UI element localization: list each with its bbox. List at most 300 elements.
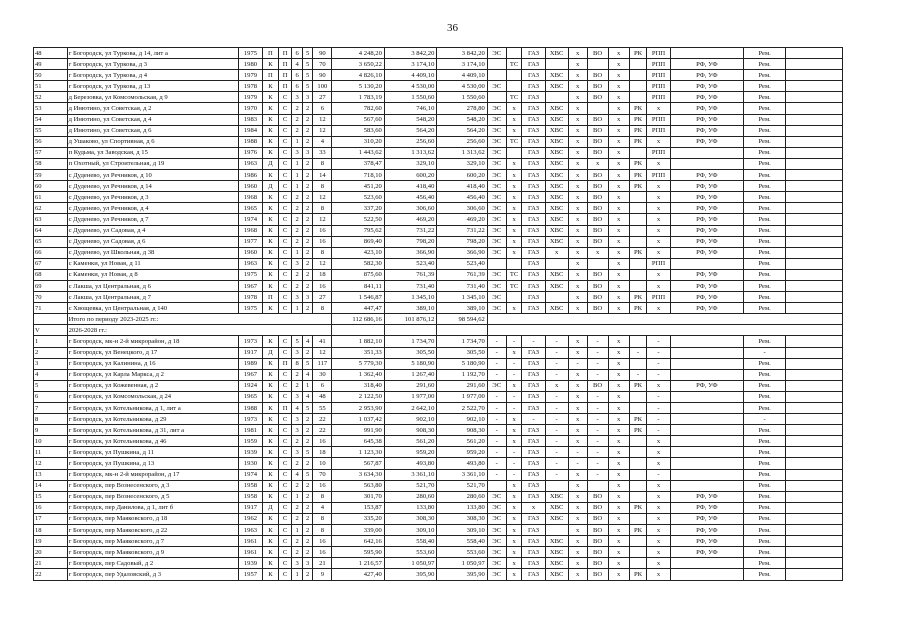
table-cell: 1 050,97 (384, 558, 437, 569)
table-cell: х (608, 236, 629, 247)
table-cell: 8 (313, 513, 332, 524)
table-cell: ГАЗ (522, 181, 545, 192)
table-cell: 3 174,10 (437, 59, 487, 70)
table-cell: РФ, УФ (670, 280, 744, 291)
table-cell: 51 (34, 81, 68, 92)
table-cell: 1958 (238, 480, 262, 491)
table-cell (670, 48, 744, 59)
table-cell: 306,60 (437, 203, 487, 214)
table-cell: 60 (34, 181, 68, 192)
table-cell: ХВС (545, 103, 568, 114)
table-cell: г Богородск, пер Маяковского, д 7 (67, 536, 238, 547)
table-row (34, 447, 843, 458)
table-cell (629, 536, 647, 547)
table-cell: РК (629, 380, 647, 391)
table-cell: х (608, 48, 629, 59)
table-cell: 16 (313, 236, 332, 247)
table-row (34, 280, 843, 291)
table-cell: 70 (313, 469, 332, 480)
table-cell: х (647, 158, 670, 169)
table-cell: 1 (292, 491, 303, 502)
table-cell: ЭС (487, 280, 506, 291)
table-row (34, 181, 843, 192)
table-cell: - (647, 469, 670, 480)
table-cell: х (506, 158, 522, 169)
table-cell: Рем. (744, 236, 786, 247)
table-cell (786, 403, 843, 414)
table-cell: х (568, 336, 587, 347)
table-cell (34, 314, 68, 325)
table-cell: С (278, 92, 292, 103)
table-cell (786, 458, 843, 469)
table-cell: РФ, УФ (670, 303, 744, 314)
table-cell: х (568, 59, 587, 70)
table-cell: с Хвощевка, ул Центральная, д 140 (67, 303, 238, 314)
table-cell: РК (629, 525, 647, 536)
table-cell: ЭС (487, 502, 506, 513)
table-cell: х (568, 48, 587, 59)
table-cell: ХВС (545, 147, 568, 158)
table-cell: 2 (302, 103, 313, 114)
table-cell: ТС (506, 269, 522, 280)
table-cell (786, 236, 843, 247)
table-cell: ГАЗ (522, 280, 545, 291)
table-cell: 1973 (238, 414, 262, 425)
table-cell: х (608, 447, 629, 458)
table-cell (786, 358, 843, 369)
table-cell: х (647, 280, 670, 291)
table-cell: - (545, 369, 568, 380)
table-cell: ХВС (545, 136, 568, 147)
table-cell: РФ, УФ (670, 547, 744, 558)
table-cell: х (608, 170, 629, 181)
table-cell: 523,40 (437, 258, 487, 269)
table-cell: 48 (34, 48, 68, 59)
table-cell: 308,30 (437, 513, 487, 524)
table-cell: - (647, 369, 670, 380)
table-cell: 2 (292, 513, 303, 524)
table-cell: 731,22 (384, 225, 437, 236)
table-cell: К (263, 170, 279, 181)
table-cell: 1988 (238, 403, 262, 414)
table-cell (545, 258, 568, 269)
table-cell: г Богородск, ул Пушкина, д 11 (67, 447, 238, 458)
table-cell: х (506, 181, 522, 192)
table-cell: д Инютино, ул Советская, д 2 (67, 103, 238, 114)
table-cell: 12 (313, 258, 332, 269)
table-cell: ХВС (545, 48, 568, 59)
table-cell: ГАЗ (522, 469, 545, 480)
table-cell: х (506, 214, 522, 225)
table-cell: С (278, 391, 292, 402)
table-cell: ВО (587, 192, 608, 203)
table-cell: К (263, 280, 279, 291)
table-cell: РФ, УФ (670, 125, 744, 136)
table-cell: г Богородск, ул Туркова, д 4 (67, 70, 238, 81)
table-cell: х (608, 536, 629, 547)
table-cell: 70 (313, 59, 332, 70)
table-cell: х (608, 280, 629, 291)
table-cell: ВО (587, 170, 608, 181)
table-cell: 2 (302, 458, 313, 469)
table-cell: ЭС (487, 136, 506, 147)
table-cell: С (278, 458, 292, 469)
table-cell (629, 513, 647, 524)
table-cell: С (278, 447, 292, 458)
table-cell: 22 (313, 414, 332, 425)
table-cell: ВО (587, 569, 608, 580)
table-cell: х (568, 269, 587, 280)
table-cell: 1 546,87 (332, 292, 385, 303)
table-cell: 14 (34, 480, 68, 491)
table-cell: - (587, 403, 608, 414)
table-cell: х (608, 292, 629, 303)
table-cell: 16 (313, 280, 332, 291)
table-cell (332, 325, 385, 336)
table-cell: ВО (587, 48, 608, 59)
table-cell: с Дуденево, ул Речников, д 3 (67, 192, 238, 203)
table-cell (670, 258, 744, 269)
section-row (34, 325, 843, 336)
table-cell: 2 (302, 269, 313, 280)
table-cell: х (506, 502, 522, 513)
table-cell: ХВС (545, 158, 568, 169)
table-cell: - (487, 436, 506, 447)
table-cell: 731,40 (384, 280, 437, 291)
table-cell: ГАЗ (522, 347, 545, 358)
table-cell: 2 (302, 425, 313, 436)
table-cell: РК (629, 114, 647, 125)
table-cell: 1 313,62 (437, 147, 487, 158)
table-cell: х (506, 480, 522, 491)
table-cell: 27 (313, 292, 332, 303)
table-cell: ЭС (487, 558, 506, 569)
table-cell: 548,20 (437, 114, 487, 125)
table-cell: 1 (292, 247, 303, 258)
table-cell: х (608, 136, 629, 147)
table-cell: 2 (302, 502, 313, 513)
table-cell: 16 (313, 536, 332, 547)
table-cell: х (608, 414, 629, 425)
table-cell: х (506, 247, 522, 258)
table-cell: х (647, 269, 670, 280)
table-cell (670, 447, 744, 458)
table-cell: г Богородск, мк-н 2-й микрорайон, д 18 (67, 336, 238, 347)
table-cell: 2 (302, 114, 313, 125)
table-cell (786, 536, 843, 547)
table-cell: РФ, УФ (670, 59, 744, 70)
table-cell: К (263, 81, 279, 92)
table-cell: г Богородск, пер Маяковского, д 18 (67, 513, 238, 524)
table-row (34, 558, 843, 569)
table-cell: П (278, 81, 292, 92)
table-cell: ЭС (487, 81, 506, 92)
table-cell: - (545, 436, 568, 447)
table-cell: 389,10 (384, 303, 437, 314)
table-cell (670, 469, 744, 480)
table-cell: ХВС (545, 203, 568, 214)
table-cell: 1983 (238, 114, 262, 125)
table-cell: 600,20 (437, 170, 487, 181)
table-cell: 339,00 (332, 525, 385, 536)
table-cell: 548,20 (384, 114, 437, 125)
table-row (34, 48, 843, 59)
table-cell: х (568, 114, 587, 125)
table-cell: Рем. (744, 103, 786, 114)
table-cell: 27 (313, 92, 332, 103)
table-cell: х (647, 502, 670, 513)
table-cell: 6 (292, 48, 303, 59)
table-cell: х (647, 214, 670, 225)
table-cell: ТС (506, 136, 522, 147)
table-cell: РК (629, 502, 647, 513)
table-cell: - (545, 425, 568, 436)
table-cell: 1974 (238, 214, 262, 225)
table-cell: К (263, 59, 279, 70)
table-row (34, 391, 843, 402)
table-cell: 2 (302, 347, 313, 358)
table-cell: 731,22 (437, 225, 487, 236)
table-cell: Рем. (744, 358, 786, 369)
table-cell: 875,60 (332, 269, 385, 280)
table-cell: П (263, 70, 279, 81)
table-cell: ЭС (487, 303, 506, 314)
table-cell: 5 (302, 447, 313, 458)
table-cell (670, 403, 744, 414)
table-cell: х (568, 569, 587, 580)
table-cell: К (263, 525, 279, 536)
table-cell: РФ, УФ (670, 170, 744, 181)
table-cell: х (506, 192, 522, 203)
table-cell: С (278, 280, 292, 291)
table-cell: г Богородск, ул Комсомольская, д 24 (67, 391, 238, 402)
table-cell: ЭС (487, 125, 506, 136)
table-row (34, 158, 843, 169)
table-cell: ХВС (545, 81, 568, 92)
table-cell: 100 (313, 81, 332, 92)
table-cell: 18 (313, 269, 332, 280)
table-cell (786, 258, 843, 269)
table-cell: ГАЗ (522, 458, 545, 469)
table-cell: 291,60 (384, 380, 437, 391)
table-cell: х (608, 181, 629, 192)
table-cell (786, 225, 843, 236)
table-cell: К (263, 380, 279, 391)
table-cell: 3 (292, 414, 303, 425)
table-cell: х (568, 547, 587, 558)
table-cell: 3 (292, 347, 303, 358)
table-cell: 782,60 (332, 103, 385, 114)
table-cell (629, 269, 647, 280)
table-cell: 1959 (238, 436, 262, 447)
table-cell: г Богородск, ул Карла Маркса, д 2 (67, 369, 238, 380)
table-cell: РФ, УФ (670, 203, 744, 214)
table-cell: - (487, 403, 506, 414)
table-cell: РК (629, 170, 647, 181)
table-cell: - (587, 469, 608, 480)
table-cell: 1 977,00 (437, 391, 487, 402)
table-cell: РФ, УФ (670, 247, 744, 258)
table-cell: ВО (587, 525, 608, 536)
table-cell: 1968 (238, 192, 262, 203)
table-cell: - (568, 358, 587, 369)
table-cell: 5 180,90 (437, 358, 487, 369)
table-cell: ГАЗ (522, 125, 545, 136)
table-cell: 71 (34, 303, 68, 314)
table-cell (487, 70, 506, 81)
table-cell: - (647, 391, 670, 402)
table-cell: 4 (34, 369, 68, 380)
table-cell: 645,38 (332, 436, 385, 447)
table-cell: С (278, 436, 292, 447)
table-cell (786, 480, 843, 491)
table-cell (786, 92, 843, 103)
table-cell: 62 (34, 203, 68, 214)
table-cell: 1965 (238, 203, 262, 214)
table-cell: К (263, 513, 279, 524)
table-cell: х (506, 103, 522, 114)
table-cell: 309,10 (384, 525, 437, 536)
table-cell: 3 174,10 (384, 59, 437, 70)
table-cell: - (587, 458, 608, 469)
table-cell: п Кудьма, ул Заводская, д 15 (67, 147, 238, 158)
table-cell: С (278, 225, 292, 236)
table-cell (786, 292, 843, 303)
table-cell: 1 882,10 (332, 336, 385, 347)
table-cell: 366,90 (437, 247, 487, 258)
table-cell: х (506, 347, 522, 358)
table-cell: - (506, 447, 522, 458)
table-cell (629, 92, 647, 103)
table-cell: 2 (302, 136, 313, 147)
table-cell: 1 037,42 (332, 414, 385, 425)
table-cell: ГАЗ (522, 225, 545, 236)
table-cell: 90 (313, 48, 332, 59)
table-cell: 1 192,70 (437, 369, 487, 380)
table-cell: П (278, 403, 292, 414)
table-cell: С (278, 336, 292, 347)
table-cell (587, 103, 608, 114)
table-cell: х (608, 59, 629, 70)
table-cell: 291,60 (437, 380, 487, 391)
table-cell: х (568, 258, 587, 269)
table-cell (786, 425, 843, 436)
table-cell (786, 192, 843, 203)
table-cell: 1976 (238, 147, 262, 158)
table-cell: х (506, 225, 522, 236)
table-cell: 1 (292, 170, 303, 181)
table-cell: х (568, 391, 587, 402)
table-cell: К (263, 469, 279, 480)
table-cell: с Лакша, ул Центральная, д 7 (67, 292, 238, 303)
table-cell: 6 (313, 380, 332, 391)
table-cell: 553,60 (437, 547, 487, 558)
table-cell: х (647, 558, 670, 569)
table-cell: 6 (313, 103, 332, 114)
table-cell: К (263, 391, 279, 402)
table-cell: Д (263, 181, 279, 192)
table-cell: ВО (587, 147, 608, 158)
table-cell: РПП (647, 92, 670, 103)
table-cell: г Богородск, ул Туркова, д 13 (67, 81, 238, 92)
table-cell (629, 447, 647, 458)
table-cell: РФ, УФ (670, 92, 744, 103)
table-cell: 5 (302, 48, 313, 59)
table-cell: 1 345,10 (384, 292, 437, 303)
table-cell: 8 (313, 181, 332, 192)
table-cell (629, 358, 647, 369)
table-cell: 1 (302, 380, 313, 391)
table-cell: х (568, 170, 587, 181)
table-cell: С (278, 469, 292, 480)
table-cell: С (278, 491, 292, 502)
table-cell (629, 258, 647, 269)
table-cell (786, 491, 843, 502)
table-cell (670, 414, 744, 425)
table-cell: 991,90 (332, 425, 385, 436)
table-cell: ГАЗ (522, 247, 545, 258)
table-cell: ЭС (487, 170, 506, 181)
table-cell: 2 122,50 (332, 391, 385, 402)
table-cell: 280,60 (437, 491, 487, 502)
table-cell: РФ, УФ (670, 269, 744, 280)
table-cell: Рем. (744, 158, 786, 169)
table-cell: 469,20 (437, 214, 487, 225)
table-cell: 5 779,30 (332, 358, 385, 369)
table-cell: с Каменки, ул Новая, д 8 (67, 269, 238, 280)
table-cell: С (278, 292, 292, 303)
table-cell: 6 (34, 391, 68, 402)
table-cell: С (278, 192, 292, 203)
table-cell: 153,87 (332, 502, 385, 513)
table-cell: К (263, 214, 279, 225)
table-cell (545, 59, 568, 70)
table-cell: х (608, 158, 629, 169)
table-row (34, 170, 843, 181)
table-cell: ЭС (487, 536, 506, 547)
table-cell: - (506, 369, 522, 380)
table-cell: г Богородск, ул Венецкого, д 17 (67, 347, 238, 358)
table-cell: ВО (587, 136, 608, 147)
table-cell: 1984 (238, 125, 262, 136)
table-cell: ЭС (487, 192, 506, 203)
table-cell: 56 (34, 136, 68, 147)
table-cell: х (568, 236, 587, 247)
table-cell: ВО (587, 280, 608, 291)
table-cell: С (278, 569, 292, 580)
table-cell: ГАЗ (522, 269, 545, 280)
table-cell: ГАЗ (522, 48, 545, 59)
table-cell: - (545, 391, 568, 402)
table-cell: г Богородск, ул Котельникова, д 31, лит а (67, 425, 238, 436)
table-cell: 523,40 (384, 258, 437, 269)
table-cell: К (263, 558, 279, 569)
table-cell: с Дуденево, ул Речников, д 14 (67, 181, 238, 192)
table-cell: 761,39 (437, 269, 487, 280)
table-cell: 521,70 (384, 480, 437, 491)
table-cell: 1963 (238, 158, 262, 169)
table-cell: Д (263, 158, 279, 169)
table-cell: 1 050,97 (437, 558, 487, 569)
table-cell (629, 225, 647, 236)
table-cell: 16 (313, 480, 332, 491)
table-cell: - (568, 458, 587, 469)
table-cell: х (608, 114, 629, 125)
table-cell (786, 469, 843, 480)
table-cell: - (629, 347, 647, 358)
table-cell: 4 530,00 (437, 81, 487, 92)
table-cell: 395,90 (437, 569, 487, 580)
